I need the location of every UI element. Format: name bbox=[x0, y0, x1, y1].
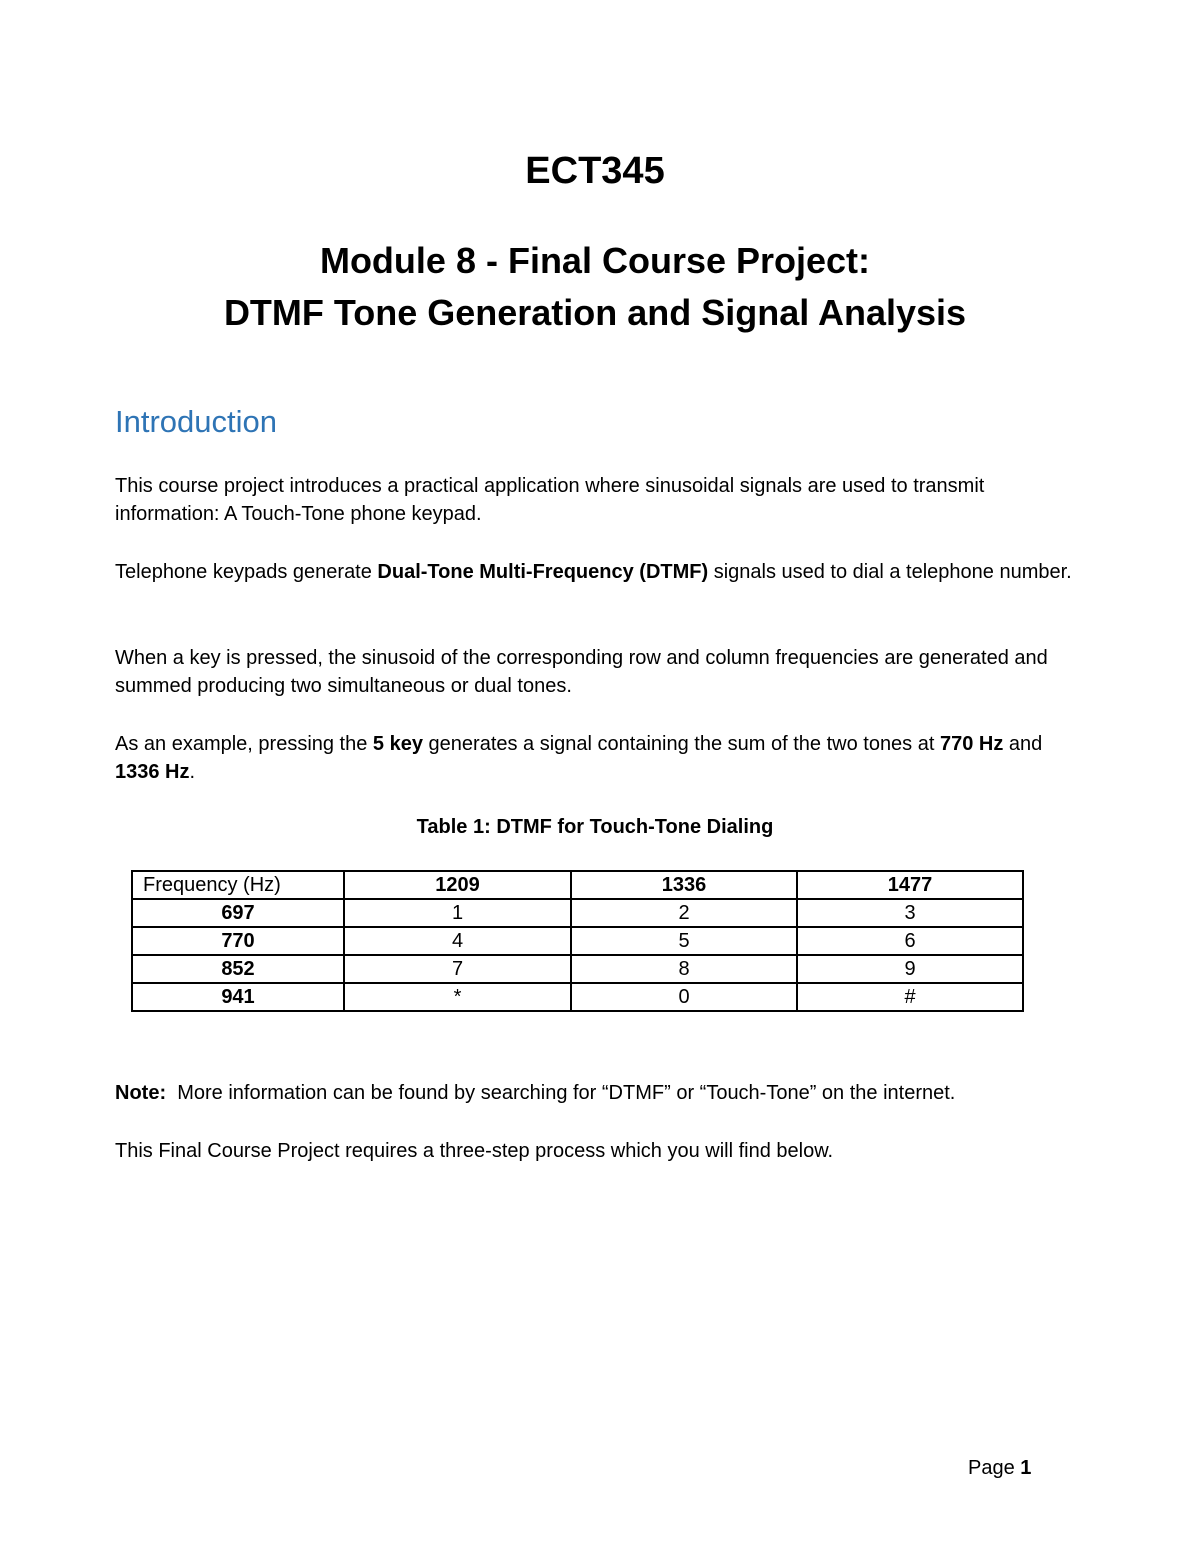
table-header-row bbox=[132, 871, 1023, 899]
intro-paragraph-4 bbox=[115, 730, 1075, 786]
p2-text-pre: Telephone keypads generate bbox=[115, 561, 378, 583]
table-cell: 5 bbox=[571, 927, 797, 955]
p4-key: 5 key bbox=[372, 733, 423, 755]
page-label: Page bbox=[968, 1457, 1021, 1479]
table-row bbox=[132, 955, 1023, 983]
table-cell: 2 bbox=[571, 899, 797, 927]
introduction-heading: Introduction bbox=[115, 404, 277, 439]
course-code: ECT345 bbox=[525, 150, 665, 192]
table-row bbox=[132, 899, 1023, 927]
closing-paragraph: This Final Course Project requires a three-step process which you will find below. bbox=[115, 1140, 834, 1162]
table-cell: # bbox=[797, 983, 1023, 1011]
table-cell: 0 bbox=[571, 983, 797, 1011]
p4-text-g: . bbox=[189, 761, 196, 783]
table-row bbox=[132, 983, 1023, 1011]
note-paragraph bbox=[115, 1079, 1075, 1107]
table-row bbox=[132, 927, 1023, 955]
row-frequency: 852 bbox=[132, 955, 344, 983]
table-cell: 7 bbox=[344, 955, 571, 983]
table-cell: 1 bbox=[344, 899, 571, 927]
table-cell: 8 bbox=[571, 955, 797, 983]
p2-text-post: signals used to dial a telephone number. bbox=[708, 561, 1072, 583]
intro-paragraph-2 bbox=[115, 558, 1075, 586]
row-frequency: 941 bbox=[132, 983, 344, 1011]
page-number bbox=[968, 1457, 1031, 1480]
table-cell: 9 bbox=[797, 955, 1023, 983]
row-frequency: 697 bbox=[132, 899, 344, 927]
row-frequency: 770 bbox=[132, 927, 344, 955]
header-cell: 1477 bbox=[797, 871, 1023, 899]
note-text: More information can be found by searching for “DTMF” or “Touch-Tone” on the internet. bbox=[166, 1082, 956, 1104]
table-cell: 4 bbox=[344, 927, 571, 955]
header-cell: 1209 bbox=[344, 871, 571, 899]
header-cell: 1336 bbox=[571, 871, 797, 899]
table-cell: 3 bbox=[797, 899, 1023, 927]
table-cell: * bbox=[344, 983, 571, 1011]
intro-paragraph-3: When a key is pressed, the sinusoid of the corresponding row and column frequencies are generated and summed producing two simultaneous or dual tones. bbox=[115, 647, 1048, 697]
p4-text-a: As an example, pressing the bbox=[115, 733, 373, 755]
p4-text-c: generates a signal containing the sum of the two tones at bbox=[422, 733, 940, 755]
table-cell: 6 bbox=[797, 927, 1023, 955]
p4-text-e: and bbox=[1003, 733, 1043, 755]
dtmf-table bbox=[131, 870, 1024, 1012]
p2-text-bold: Dual-Tone Multi-Frequency (DTMF) bbox=[377, 561, 709, 583]
header-cell: Frequency (Hz) bbox=[132, 871, 344, 899]
page-number-value: 1 bbox=[1020, 1457, 1032, 1479]
title-line-1: Module 8 - Final Course Project: bbox=[319, 240, 871, 281]
p4-freq-col: 1336 Hz bbox=[115, 761, 190, 783]
p4-freq-row: 770 Hz bbox=[939, 733, 1004, 755]
intro-paragraph-1: This course project introduces a practical application where sinusoidal signals are used to transmit information: A Touch-Tone phone keypad. bbox=[115, 475, 985, 525]
title-line-2: DTMF Tone Generation and Signal Analysis bbox=[223, 292, 967, 333]
note-label: Note: bbox=[115, 1082, 167, 1104]
table-caption: Table 1: DTMF for Touch-Tone Dialing bbox=[416, 816, 774, 838]
